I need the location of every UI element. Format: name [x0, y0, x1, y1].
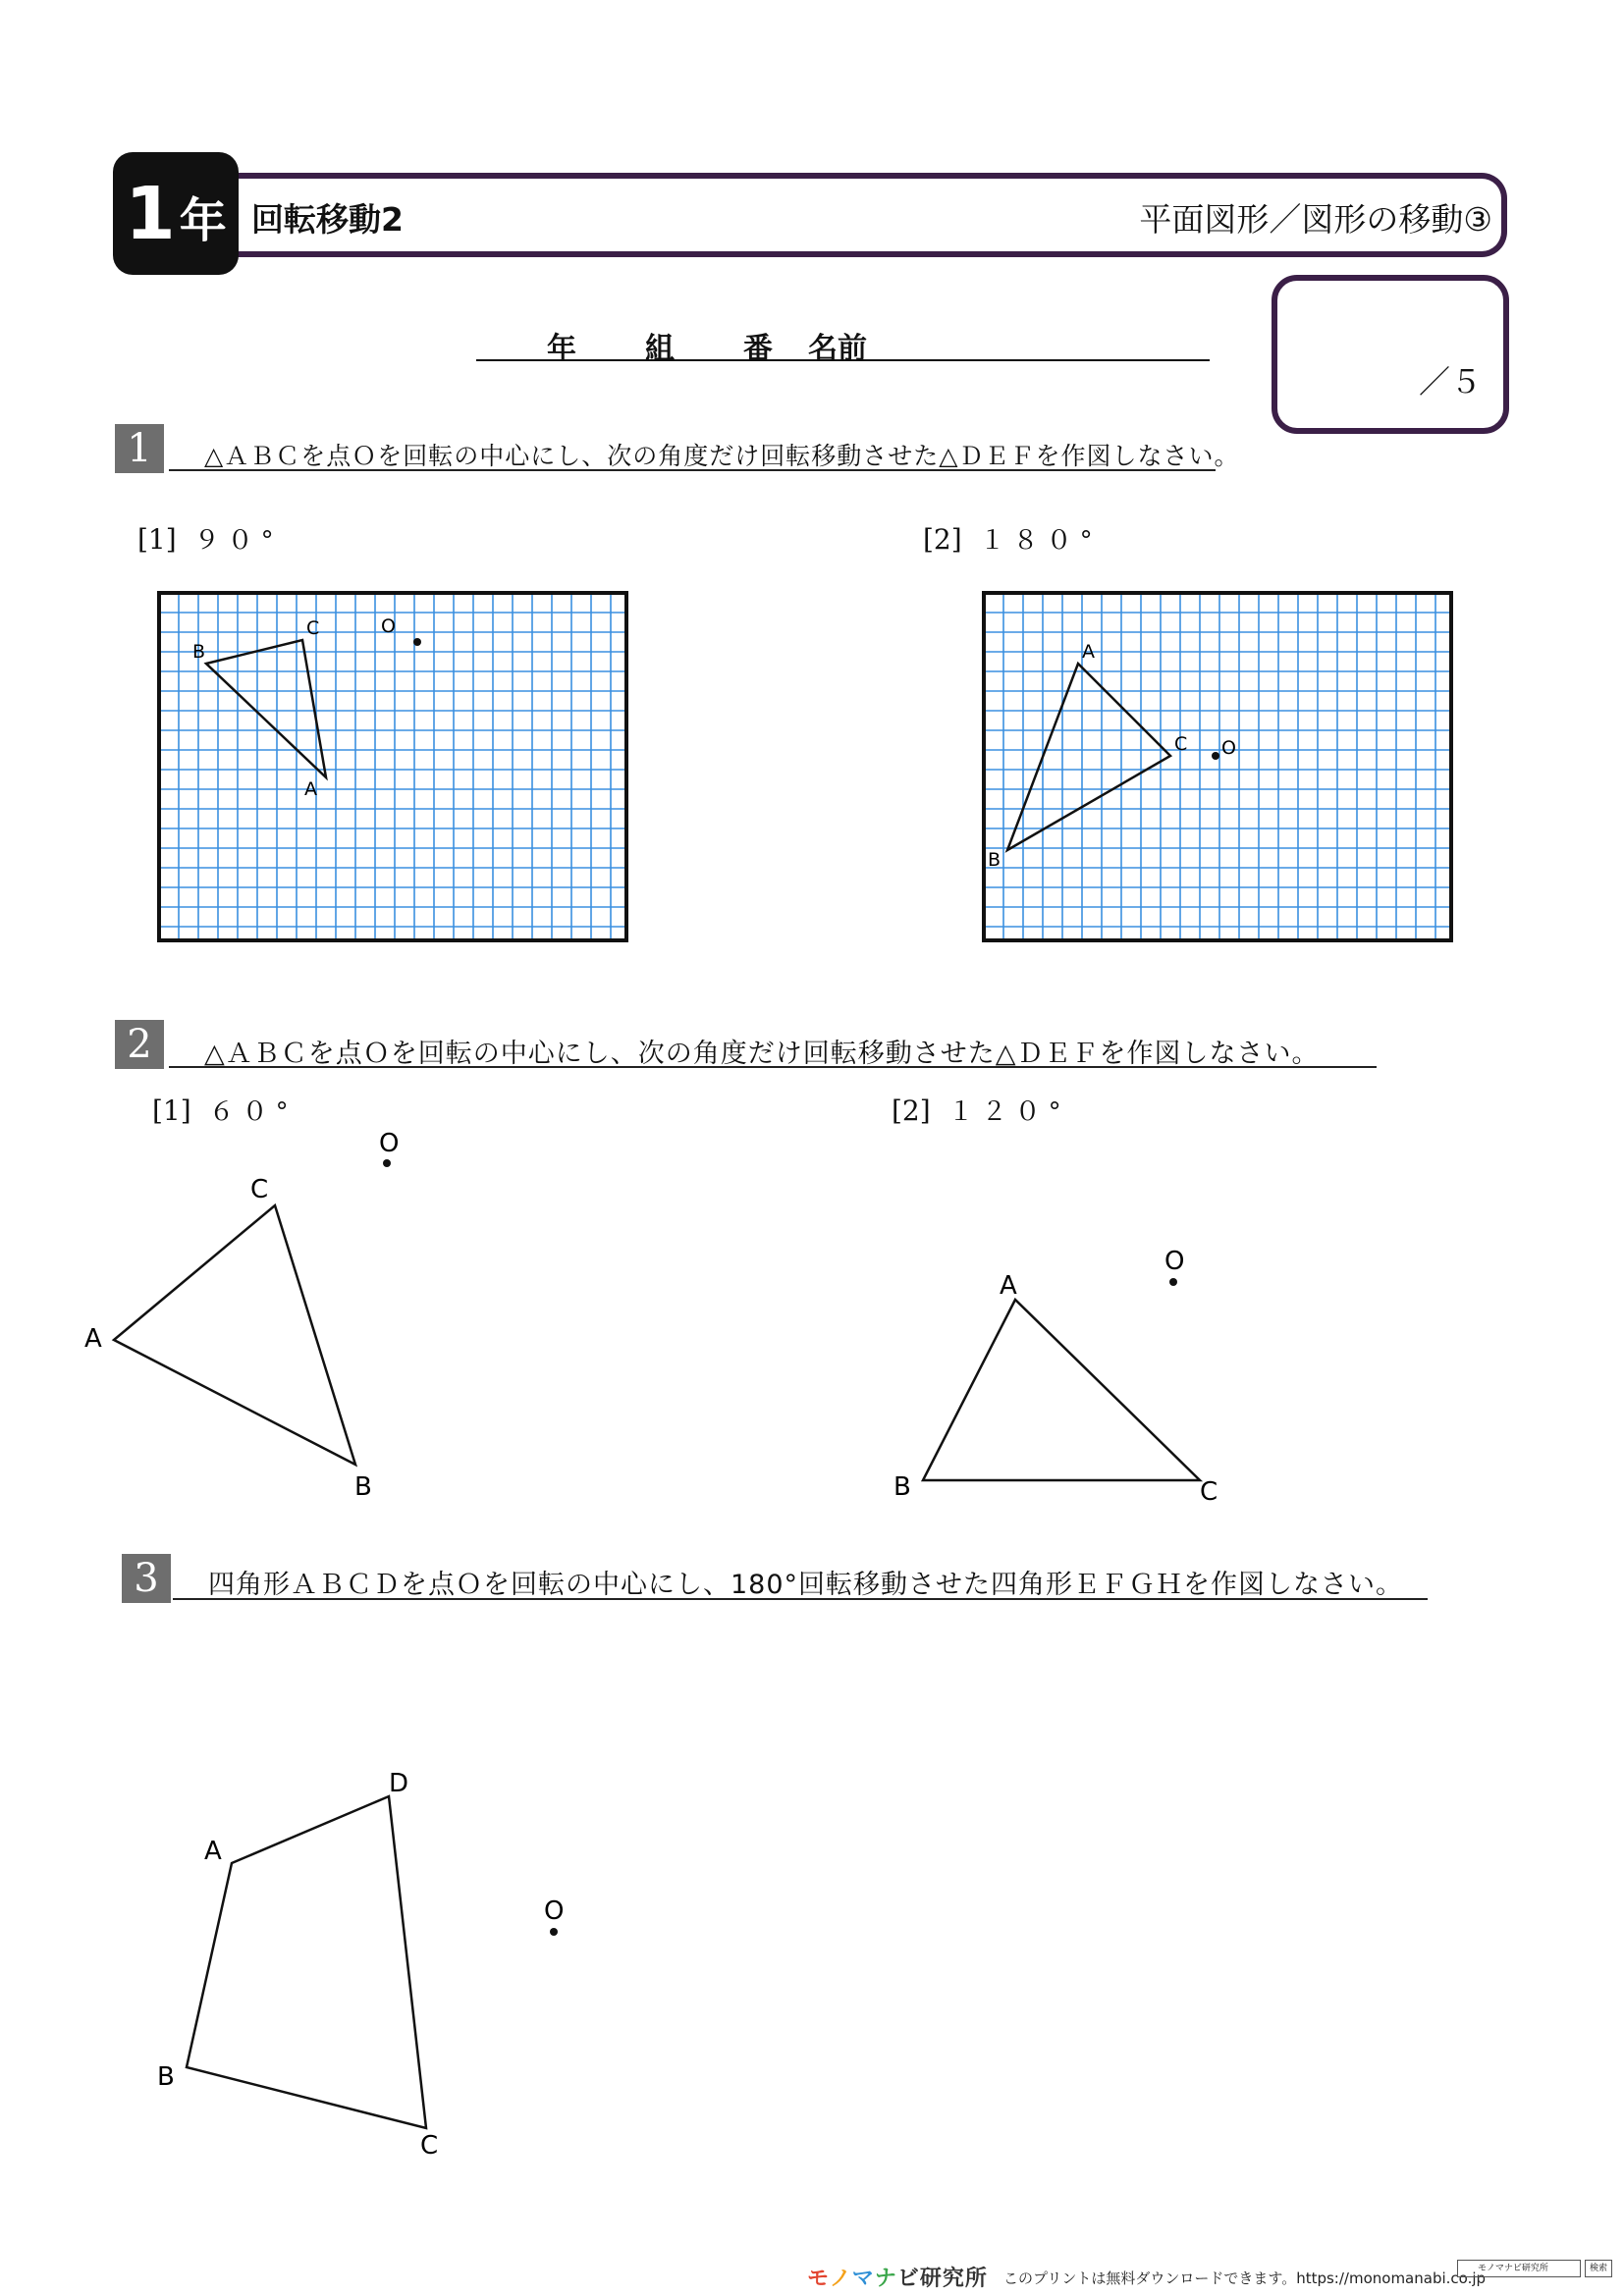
s1-p1-label-a: A [304, 778, 317, 800]
s2-p1-point-o [383, 1159, 391, 1167]
s2-p1-index: [1] [152, 1095, 191, 1127]
section-3-instruction: 四角形ＡＢＣＤを点Ｏを回転の中心にし、180°回転移動させた四角形ＥＦＧＨを作図しなさい。 [208, 1570, 1404, 1600]
grid-2-frame [984, 593, 1451, 940]
grid-2[interactable] [982, 591, 1453, 942]
grade-number: 1 [125, 171, 176, 256]
grade-suffix: 年 [179, 192, 227, 248]
section-3-number: 3 [122, 1554, 171, 1603]
s2-p2-label-b: B [893, 1472, 911, 1502]
s2-p1-triangle [114, 1205, 355, 1465]
s1-p1-index: [1] [137, 523, 177, 556]
section-3-figure [0, 1747, 1624, 2160]
s3-quadrilateral [187, 1796, 426, 2128]
logo-part-4: ナ [874, 2267, 897, 2291]
s3-point-o [550, 1928, 558, 1936]
s2-p2-angle: １２０° [947, 1097, 1069, 1127]
score-total: ／５ [1418, 363, 1482, 400]
grid-2-lines [984, 593, 1451, 940]
s2-p2-label-a: A [1000, 1271, 1017, 1301]
s1-p2-label [923, 520, 1101, 557]
section-2-instruction: △ＡＢＣを点Ｏを回転の中心にし、次の角度だけ回転移動させた△ＤＥＦを作図しなさい。 [204, 1039, 1320, 1069]
logo-part-2: ノ [829, 2267, 852, 2291]
lesson-title: 回転移動2 [251, 200, 404, 239]
s3-label-b: B [157, 2062, 175, 2092]
s1-p1-label-b: B [192, 641, 206, 663]
score-box[interactable] [1272, 275, 1509, 434]
section-1-number: 1 [115, 424, 164, 473]
s2-p2-label-c: C [1200, 1477, 1218, 1507]
section-1-instruction: △ＡＢＣを点Ｏを回転の中心にし、次の角度だけ回転移動させた△ＤＥＦを作図しなさい。 [204, 442, 1240, 470]
s1-p1-label-c: C [306, 617, 320, 639]
name-line[interactable] [476, 320, 1210, 366]
name-line-year: 年 [547, 332, 576, 366]
grid-1[interactable] [157, 591, 628, 942]
s2-p2-index: [2] [892, 1095, 931, 1127]
s3-label-c: C [420, 2131, 439, 2160]
s1-p2-angle: １８０° [979, 526, 1101, 556]
s1-p2-index: [2] [923, 523, 962, 556]
s1-p1-point-o [413, 638, 421, 646]
s1-p1-label [137, 520, 282, 557]
s2-p2-point-o [1169, 1278, 1177, 1286]
s1-p2-label-a: A [1082, 641, 1095, 663]
unit-title: 平面図形／図形の移動③ [1139, 200, 1492, 239]
s1-p1-label-o: O [381, 615, 396, 637]
footer-search-button[interactable]: 検索 [1585, 2260, 1612, 2277]
section-2-number: 2 [115, 1020, 164, 1069]
s2-p2-label-o: O [1164, 1247, 1185, 1276]
s1-p1-angle: ９０° [193, 526, 282, 556]
s1-p2-point-o [1212, 752, 1219, 760]
s3-label-a: A [204, 1837, 222, 1866]
s3-label-d: D [389, 1769, 409, 1798]
s2-p1-label-b: B [354, 1472, 372, 1502]
s1-p2-label-o: O [1221, 737, 1236, 759]
section-2-figures [0, 1080, 1624, 1531]
s2-p2-triangle [923, 1300, 1200, 1480]
grid-1-frame [159, 593, 626, 940]
s2-p1-label-o: O [379, 1129, 400, 1158]
grid-1-lines [159, 593, 626, 940]
logo-part-5: ビ研究所 [896, 2267, 988, 2291]
name-line-name: 名前 [808, 332, 867, 366]
footer-logo[interactable] [807, 2262, 988, 2292]
s1-p2-label-c: C [1174, 733, 1188, 755]
name-line-number: 番 [743, 332, 773, 366]
s1-p2-label-b: B [988, 849, 1001, 871]
logo-part-3: マ [851, 2267, 875, 2291]
grade-badge [113, 152, 239, 275]
s2-p1-angle: ６０° [208, 1097, 297, 1127]
s1-p1-triangle [206, 640, 326, 777]
logo-part-1: モ [807, 2267, 830, 2291]
s2-p1-label-c: C [250, 1175, 269, 1204]
s3-label-o: O [544, 1896, 565, 1926]
s2-p1-label-a: A [84, 1324, 102, 1354]
footer-search-input[interactable]: モノマナビ研究所 [1457, 2260, 1581, 2277]
footer-notice: このプリントは無料ダウンロードできます。https://monomanabi.co.jp [1003, 2269, 1487, 2287]
name-line-class: 組 [645, 332, 675, 366]
